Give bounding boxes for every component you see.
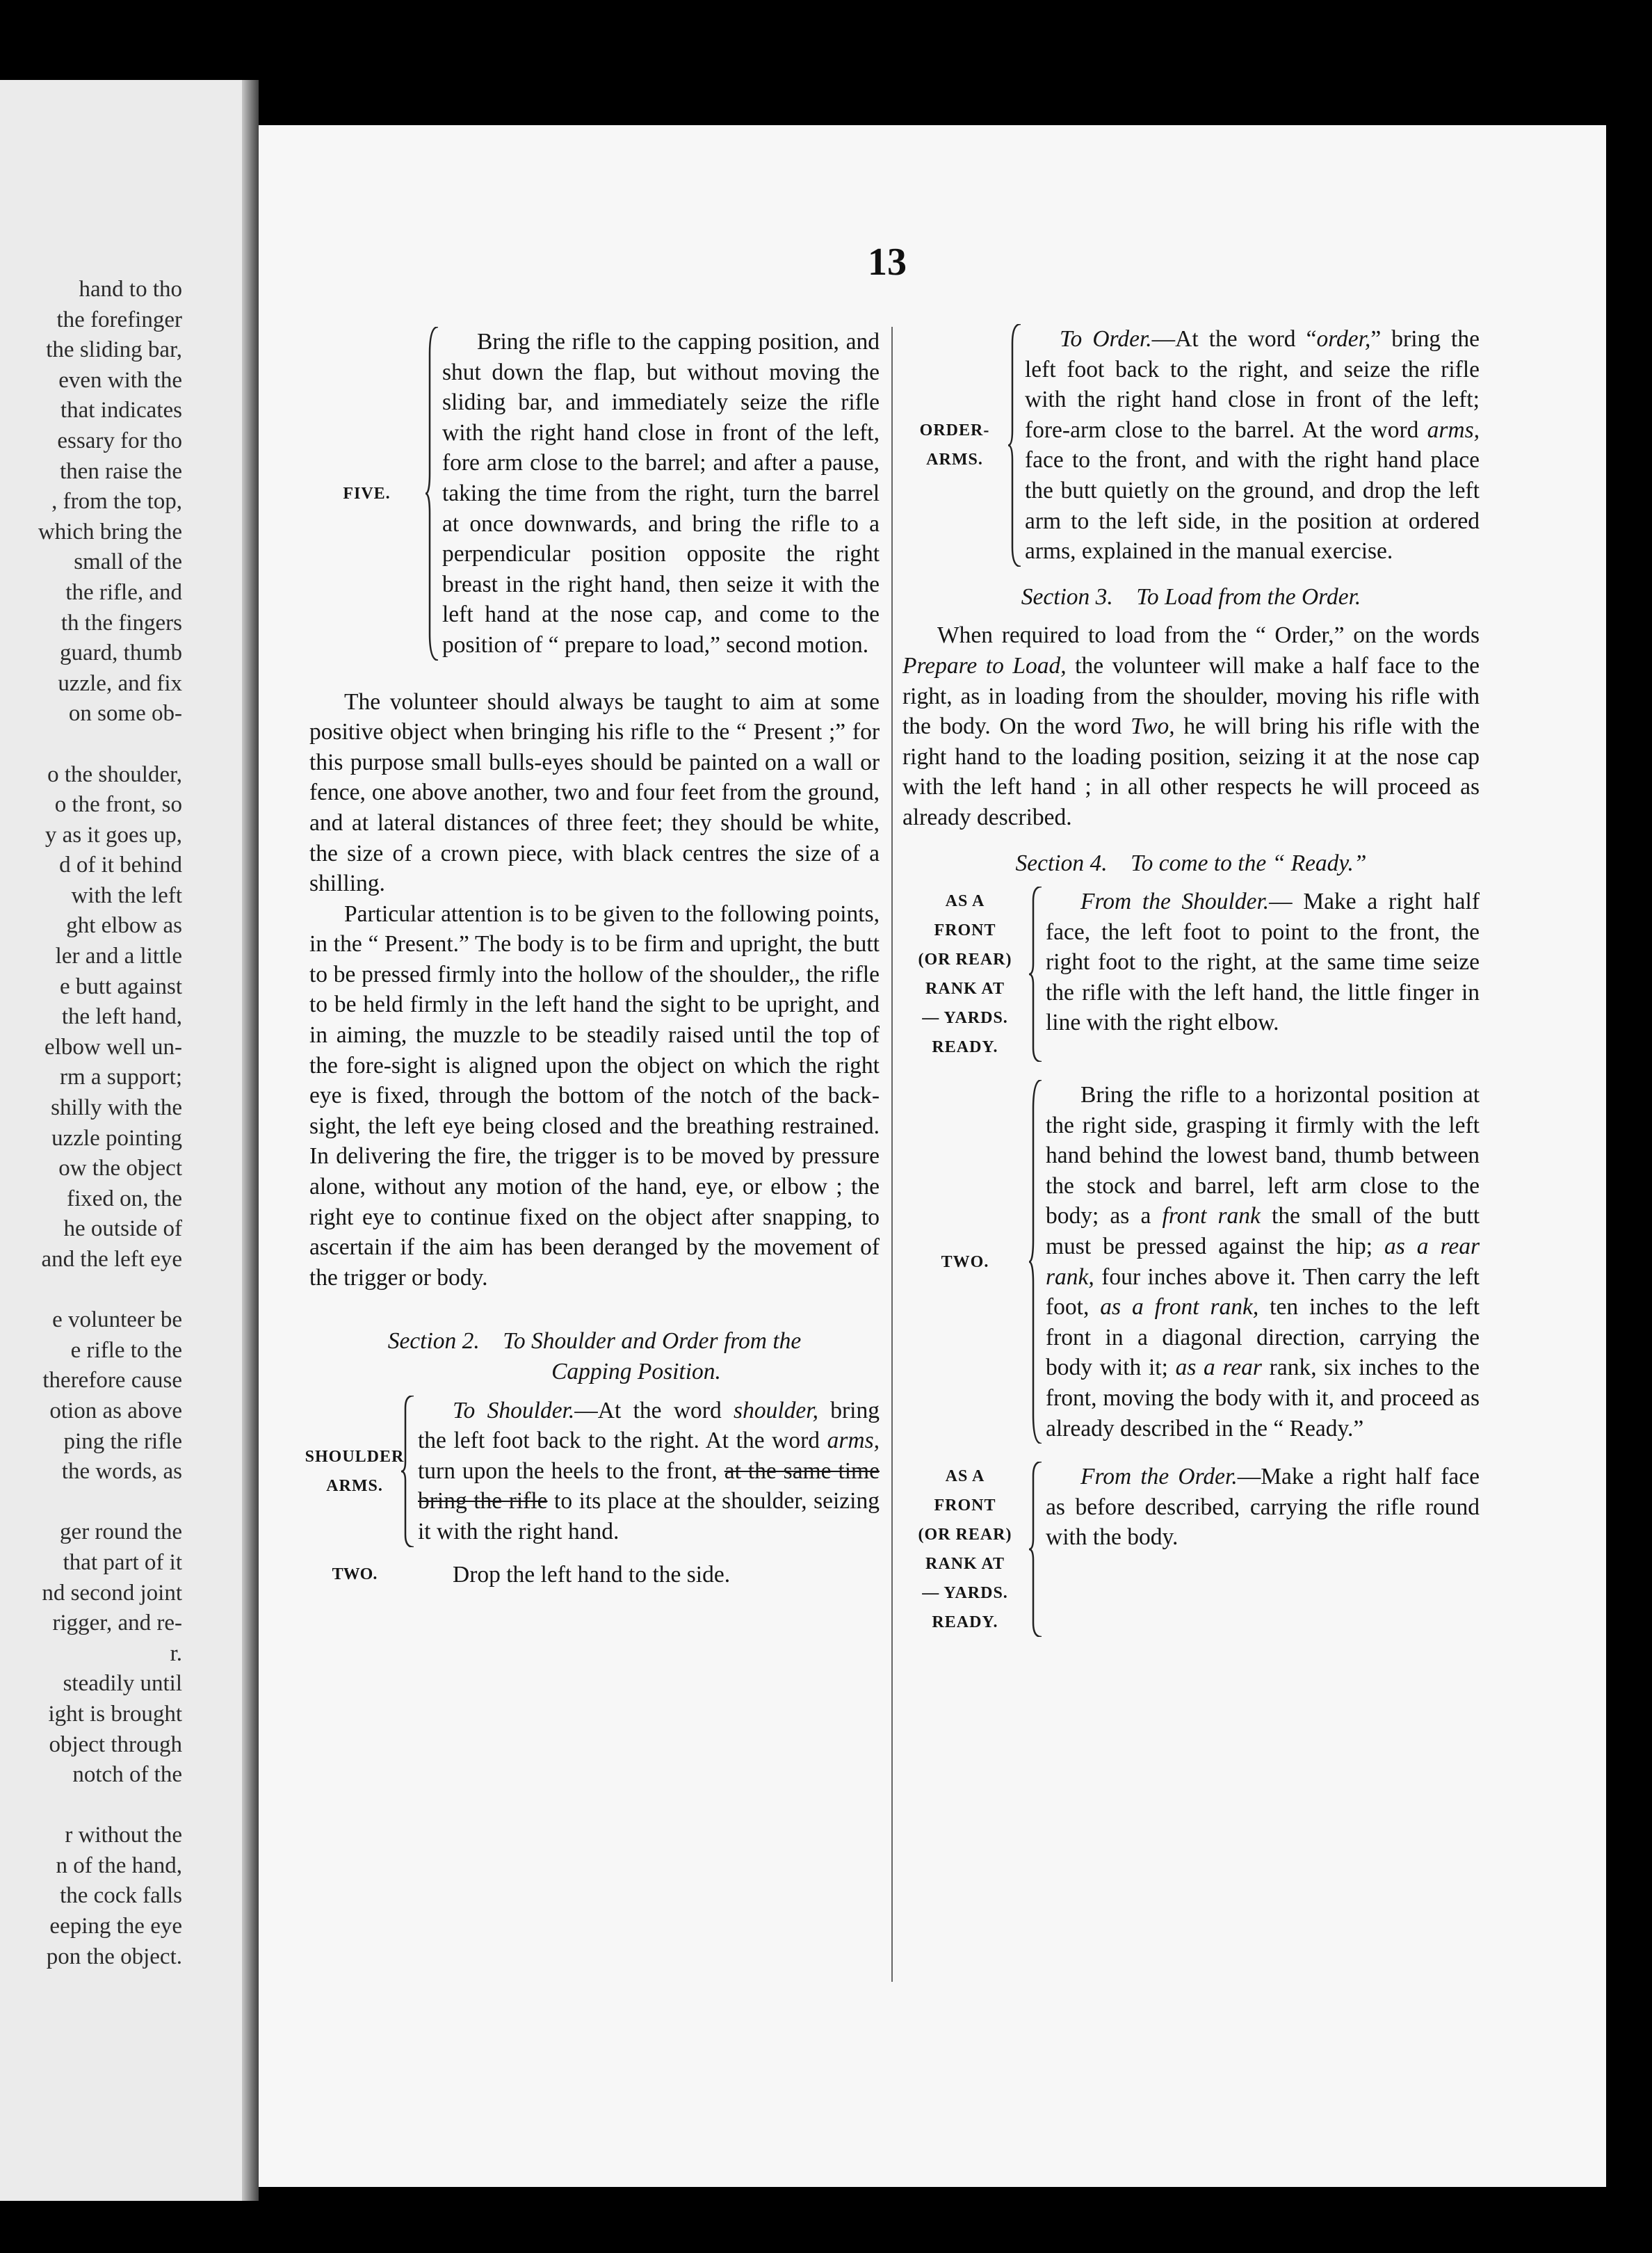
facing-page-line: the left hand,	[61, 1004, 182, 1030]
facing-page-line: ight is brought	[48, 1701, 182, 1727]
brace	[424, 327, 442, 661]
facing-page-line: guard, thumb	[60, 640, 182, 666]
command-label-line: AS A	[945, 1467, 985, 1486]
command-text	[1025, 324, 1480, 567]
command-ready-from-order	[902, 1462, 1480, 1637]
facing-page-line: n of the hand,	[56, 1852, 182, 1878]
facing-page-line: the rifle, and	[65, 579, 182, 605]
brace	[1028, 887, 1046, 1062]
brace	[1007, 324, 1025, 567]
facing-page-line: small of the	[74, 549, 182, 575]
book-gutter	[242, 80, 259, 2201]
facing-page-line: the cock falls	[60, 1883, 182, 1909]
command-label	[902, 324, 1007, 567]
facing-page-line: uzzle, and fix	[58, 670, 182, 696]
facing-page-line: th the fingers	[60, 610, 182, 636]
facing-page-line: r.	[170, 1640, 182, 1666]
command-label	[305, 1396, 405, 1547]
facing-page-fragment	[0, 80, 242, 2201]
shoulder-lead: To Shoulder.	[453, 1397, 575, 1423]
section-3-title: To Load from the Order.	[1136, 583, 1361, 610]
command-label-line: READY.	[932, 1613, 998, 1632]
brace	[400, 1396, 418, 1547]
facing-page-line: e rifle to the	[70, 1337, 182, 1363]
paragraph-aim: The volunteer should always be taught to aim at some positive object when bringing his rifle to the “ Present ;” for this purpose small bulls-eyes should be painted on a wall or fence, one above another, two and four feet from the ground, and at lateral distances of three feet; they should be white, the size of a crown piece, with black centres the size of a shilling.	[309, 688, 880, 897]
emphasis: as a rear rank,	[1046, 1234, 1480, 1290]
command-text	[418, 1396, 880, 1547]
facing-page-line: fixed on, the	[67, 1186, 182, 1211]
text-run: —At the word	[574, 1397, 734, 1423]
section-3-number: Section 3.	[1021, 583, 1113, 610]
text-run: the small of the butt must be pressed against the hip;	[1046, 1203, 1480, 1260]
facing-page-line: ght elbow as	[66, 913, 182, 939]
section-2-heading	[309, 1326, 880, 1387]
order-text	[1025, 324, 1480, 567]
command-label-line: — YARDS.	[922, 1009, 1008, 1028]
command-label	[902, 1080, 1028, 1444]
shoulder-label-1: SHOULDER	[305, 1447, 405, 1466]
command-label-line: FRONT	[934, 921, 996, 940]
command-label	[902, 887, 1028, 1062]
section-3-heading	[902, 582, 1480, 613]
two-text: Drop the left hand to the side.	[453, 1561, 731, 1588]
command-five	[309, 327, 880, 661]
command-label-line: (OR REAR)	[918, 951, 1012, 969]
order-label-2: ARMS.	[926, 451, 983, 469]
command-ready-two	[902, 1080, 1480, 1444]
column-divider	[891, 327, 893, 1982]
command-text	[442, 327, 880, 661]
facing-page-line: that part of it	[63, 1549, 182, 1575]
facing-page-line: shilly with the	[51, 1095, 182, 1121]
emphasis: order,	[1316, 326, 1371, 352]
facing-page-line: nd second joint	[42, 1580, 182, 1606]
command-two	[309, 1560, 880, 1590]
text-run: bring the left foot back to the right. At the word	[418, 1397, 880, 1454]
text-run: — Make a right half face, the left foot to point to the front, the right foot to the right, at the same time seize the rifle with the left hand, the little finger in line with the right elbow.	[1046, 889, 1480, 1036]
section-3-text	[902, 620, 1480, 832]
text-run: —Make a right half face as before described, carrying the rifle round with the body.	[1046, 1464, 1480, 1551]
command-label-line: RANK AT	[925, 980, 1005, 999]
command-ready-from-shoulder	[902, 887, 1480, 1062]
ready2-lead: From the Order.	[1080, 1464, 1238, 1490]
section-2-number: Section 2.	[387, 1328, 480, 1355]
left-column	[305, 327, 880, 1590]
struck-text: at the same time bring the rifle	[418, 1457, 880, 1515]
facing-page-line: otion as above	[49, 1398, 182, 1423]
facing-page-line: even with the	[58, 367, 182, 393]
facing-page-line: ow the object	[58, 1156, 182, 1181]
facing-page-text	[0, 275, 182, 1972]
emphasis: Prepare to Load,	[902, 652, 1067, 679]
text-run: four inches above it. Then carry the left foot,	[1046, 1263, 1480, 1321]
facing-page-line: eeping the eye	[49, 1914, 182, 1939]
ready2-text	[1046, 1462, 1480, 1553]
facing-page-line: the sliding bar,	[46, 337, 182, 363]
facing-page-line: and the left eye	[41, 1247, 182, 1272]
facing-page-line: object through	[49, 1731, 182, 1757]
emphasis: arms,	[1427, 417, 1480, 443]
shoulder-text	[418, 1396, 880, 1547]
facing-page-line: steadily until	[63, 1671, 182, 1697]
text-run: he will bring his rifle with the right hand to the loading position, seizing it at the nose cap with the left hand ; in all other respects he will proceed as already described.	[902, 713, 1480, 830]
command-order-arms	[902, 324, 1480, 567]
page-number: 13	[868, 241, 907, 284]
facing-page-gap	[0, 1487, 182, 1518]
right-column	[902, 324, 1480, 1637]
facing-page-line: o the shoulder,	[47, 761, 182, 787]
facing-page-line: o the front, so	[54, 792, 182, 818]
text-run: When required to load from the “ Order,” on the words	[937, 622, 1480, 649]
five-label: FIVE.	[343, 484, 391, 503]
facing-page-line: with the left	[71, 882, 182, 908]
emphasis: Two,	[1131, 713, 1175, 740]
text-run: —At the word “	[1151, 326, 1317, 352]
ready-two-text	[1046, 1080, 1480, 1444]
section-2-title-1: To Shoulder and Order from the	[503, 1328, 802, 1355]
facing-page-line: on some ob-	[68, 701, 182, 727]
facing-page-line: he outside of	[63, 1216, 182, 1242]
section-4-number: Section 4.	[1015, 850, 1108, 876]
two-label: TWO.	[332, 1565, 378, 1583]
command-text	[1046, 1462, 1480, 1637]
facing-page-line: ping the rifle	[63, 1428, 182, 1454]
command-label	[902, 1462, 1028, 1637]
command-shoulder-arms	[305, 1396, 880, 1547]
emphasis: as a front rank,	[1100, 1294, 1259, 1321]
command-label-line: RANK AT	[925, 1555, 1005, 1574]
facing-page-line: pon the object.	[46, 1944, 182, 1969]
order-lead: To Order.	[1060, 326, 1152, 352]
facing-page-line: the words, as	[61, 1459, 182, 1485]
text-run: the volunteer will make a half face to the right, as in loading from the shoulder, moving his rifle with the body. On the word	[902, 652, 1480, 740]
facing-page-gap	[0, 1275, 182, 1306]
text-run: face to the front, and with the right hand place the butt quietly on the ground, and drop the left arm to the left side, in the position at ordered arms, explained in the manual exercise.	[1025, 447, 1480, 565]
facing-page-line: which bring the	[38, 519, 182, 544]
five-text: Bring the rifle to the capping position, and shut down the flap, but without moving the sliding bar, and immediately seize the rifle with the right hand close in front of the left, fore arm close to the barrel; and after a pause, taking the time from the right, turn the barrel at once downwards, and bring the rifle to a perpendicular position opposite the right breast in the right hand, then seize it with the left hand at the nose cap, and come to the position of “ prepare to load,” second motion.	[442, 329, 880, 658]
section-2-title-2: Capping Position.	[551, 1359, 721, 1384]
command-text	[1046, 887, 1480, 1062]
facing-page-line: ger round the	[60, 1519, 182, 1545]
text-run: ten inches to the left front in a diagonal direction, carrying the body with it;	[1046, 1294, 1480, 1381]
command-label-line: (OR REAR)	[918, 1526, 1012, 1544]
brace	[1028, 1080, 1046, 1444]
brace	[1028, 1462, 1046, 1637]
facing-page-line: e volunteer be	[52, 1307, 182, 1333]
facing-page-line: y as it goes up,	[44, 822, 182, 848]
paragraph-present: Particular attention is to be given to the following points, in the “ Present.” The body is to be firm and upright, the butt to be pressed firmly into the hollow of the shoulder,, the rifle to be held firmly in the left hand the sight to be upright, and in aiming, the muzzle to be steadily raised until the top of the fore-sight is aligned upon the object on which the right eye is fixed, through the bottom of the notch of the back-sight, the left eye being closed and the breathing restrained. In delivering the fire, the trigger is to be moved by pressure alone, without any motion of the hand, eye, or elbow ; the right eye to continue fixed on the object after snapping, to ascertain if the aim has been deranged by the movement of the trigger or body.	[309, 901, 880, 1291]
order-label-1: ORDER-	[919, 421, 990, 440]
facing-page-line: r without the	[65, 1823, 182, 1848]
text-run: rank, six inches to the front, moving the body with it, and proceed as already described in the “ Ready.”	[1046, 1355, 1480, 1442]
facing-page-line: therefore cause	[42, 1368, 182, 1394]
facing-page-line: that indicates	[60, 398, 182, 423]
command-label-line: AS A	[945, 892, 985, 911]
text-run: Bring the rifle to a horizontal position at the right side, grasping it firmly with the left hand behind the lowest band, thumb between the stock and barrel, left arm close to the body; as a	[1046, 1082, 1480, 1229]
facing-page-line: essary for tho	[57, 428, 182, 453]
facing-page-gap	[0, 1791, 182, 1821]
facing-page-line: d of it behind	[59, 853, 182, 878]
facing-page-line: ler and a little	[55, 944, 182, 969]
emphasis: front rank	[1162, 1203, 1261, 1229]
section-4-heading	[902, 848, 1480, 879]
emphasis: as a rear	[1175, 1355, 1262, 1381]
facing-page-line: elbow well un-	[44, 1034, 182, 1060]
two-label: TWO.	[941, 1252, 989, 1271]
facing-page-line: e butt against	[60, 974, 182, 999]
section-4-title: To come to the “ Ready.”	[1131, 850, 1367, 876]
facing-page-line: the forefinger	[56, 307, 182, 332]
facing-page-gap	[0, 729, 182, 760]
command-label-line: — YARDS.	[922, 1584, 1008, 1603]
emphasis: arms,	[827, 1428, 880, 1454]
emphasis: shoulder,	[734, 1397, 818, 1423]
facing-page-line: rigger, and re-	[52, 1610, 182, 1636]
facing-page-line: notch of the	[72, 1762, 182, 1788]
command-text	[1046, 1080, 1480, 1444]
shoulder-label-2: ARMS.	[326, 1476, 383, 1495]
facing-page-line: then raise the	[60, 458, 182, 484]
text-run: to its place at the shoulder, seizing it with the right hand.	[418, 1488, 880, 1544]
facing-page-line: uzzle pointing	[51, 1125, 182, 1151]
facing-page-line: , from the top,	[51, 489, 182, 515]
command-label-line: FRONT	[934, 1496, 996, 1515]
facing-page-line: hand to tho	[79, 277, 182, 302]
command-label-line: READY.	[932, 1038, 998, 1057]
facing-page-line: rm a support;	[60, 1065, 182, 1090]
text-run: turn upon the heels to the front,	[418, 1457, 724, 1484]
ready-text	[1046, 887, 1480, 1038]
ready-lead: From the Shoulder.	[1080, 889, 1270, 915]
text-run: ” bring the left foot back to the right, and seize the rifle with the right hand close in front of the left; fore-arm close to the barrel. At the word	[1025, 326, 1480, 443]
command-label	[309, 327, 424, 661]
